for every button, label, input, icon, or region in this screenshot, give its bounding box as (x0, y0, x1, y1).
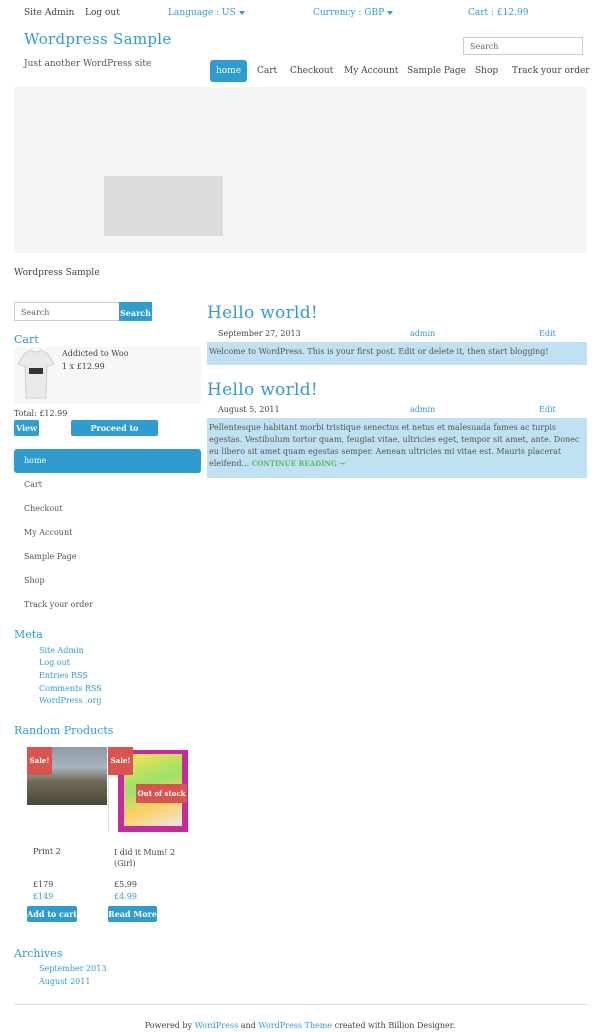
banner-image (104, 176, 223, 236)
nav-item-shop[interactable]: Shop (475, 66, 499, 76)
site-tagline: Just another WordPress site (24, 59, 152, 69)
nav-item-checkout[interactable]: Checkout (290, 66, 334, 76)
post-date[interactable]: September 27, 2013 (218, 329, 301, 338)
random-products-title: Random Products (14, 724, 114, 737)
tshirt-thumbnail[interactable] (16, 348, 56, 400)
nav-item-home[interactable]: home (210, 60, 247, 82)
site-admin-link[interactable]: Site Admin (24, 8, 75, 18)
nav-item-track-order[interactable]: Track your order (512, 66, 590, 76)
post-author[interactable]: admin (410, 405, 436, 414)
post-title[interactable]: Hello world! (207, 380, 319, 400)
archive-link-aug-2011[interactable]: August 2011 (39, 977, 91, 986)
sidebar-search-button[interactable]: Search (119, 302, 152, 321)
meta-widget-title: Meta (14, 628, 43, 641)
breadcrumb: Wordpress Sample (14, 268, 100, 278)
product-price: £149 (33, 892, 54, 901)
footer-divider (14, 1004, 587, 1005)
read-more-button[interactable]: Read More (108, 906, 157, 922)
sidebar-item-checkout[interactable]: Checkout (24, 504, 63, 513)
product-name[interactable]: Print 2 (33, 847, 61, 856)
sale-badge: Sale! (27, 747, 52, 775)
meta-link-entries-rss[interactable]: Entries RSS (39, 671, 88, 680)
meta-link-comments-rss[interactable]: Comments RSS (39, 684, 102, 693)
sidebar-item-track-order[interactable]: Track your order (24, 600, 93, 609)
sidebar-item-shop[interactable]: Shop (24, 576, 45, 585)
add-to-cart-button[interactable]: Add to cart (27, 906, 77, 922)
cart-total-link[interactable]: Cart : £12.99 (468, 8, 529, 18)
nav-item-my-account[interactable]: My Account (344, 66, 399, 76)
sale-badge: Sale! (108, 747, 133, 775)
post-excerpt: Pellentesque habitant morbi tristique senectus et netus et malesuada fames ac turpis egestas. Vestibulum tortor quam, feugiat vitae, ultricies eget, tempor sit amet, ante. Donec eu libero sit amet quam egestas semper. Aenean ultricies mi vitae est. Mauris placerat eleifend... (209, 423, 580, 468)
nav-item-sample-page[interactable]: Sample Page (407, 66, 466, 76)
language-label: Language : US (168, 8, 236, 18)
product-old-price: £179 (33, 880, 54, 889)
sidebar-search-input[interactable]: Search (14, 302, 120, 321)
chevron-down-icon (239, 11, 245, 15)
post-content: Welcome to WordPress. This is your first post. Edit or delete it, then start blogging! (207, 342, 587, 365)
product-old-price: £5.99 (114, 880, 137, 889)
sidebar-item-my-account[interactable]: My Account (24, 528, 73, 537)
post-date[interactable]: August 5, 2011 (218, 405, 280, 414)
chevron-down-icon (387, 11, 393, 15)
logout-link[interactable]: Log out (85, 8, 120, 18)
product-name[interactable]: I did it Mum! 2 (Girl) (114, 848, 176, 868)
footer (0, 1021, 600, 1030)
cart-total: Total: £12.99 (14, 409, 68, 418)
language-selector[interactable] (168, 8, 245, 18)
nav-item-cart[interactable]: Cart (257, 66, 278, 76)
meta-link-logout[interactable]: Log out (39, 658, 70, 667)
cart-item-qty: 1 x £12.99 (62, 362, 105, 371)
post-edit-link[interactable]: Edit (539, 329, 556, 338)
archive-link-sep-2013[interactable]: September 2013 (39, 964, 107, 973)
proceed-to-checkout-button[interactable]: Proceed to Checkout (71, 420, 158, 436)
sidebar-item-home[interactable]: home (14, 449, 201, 473)
footer-created: created with Billion Designer. (332, 1021, 456, 1030)
post-content (207, 418, 587, 478)
cart-item-name[interactable]: Addicted to Woo (62, 349, 129, 358)
currency-selector[interactable] (313, 8, 393, 18)
meta-link-wordpress-org[interactable]: WordPress .org (39, 696, 102, 705)
currency-label: Currency : GBP (313, 8, 385, 18)
main-nav (0, 60, 600, 82)
meta-link-site-admin[interactable]: Site Admin (39, 646, 84, 655)
view-cart-button[interactable]: View (14, 420, 39, 436)
post-author[interactable]: admin (410, 329, 436, 338)
footer-powered-by: Powered by (144, 1021, 195, 1030)
archives-title: Archives (14, 947, 63, 960)
footer-theme-link[interactable]: WordPress Theme (258, 1021, 333, 1030)
header-search-input[interactable]: Search (463, 37, 583, 55)
post-meta (207, 329, 587, 341)
banner (14, 87, 587, 253)
footer-and: and (238, 1021, 259, 1030)
footer-wordpress-link[interactable]: WordPress (194, 1021, 239, 1030)
product-price: £4.99 (114, 892, 137, 901)
post-edit-link[interactable]: Edit (539, 405, 556, 414)
continue-reading-link[interactable]: CONTINUE READING → (251, 459, 346, 468)
post-title[interactable]: Hello world! (207, 303, 319, 323)
cart-widget-title: Cart (14, 333, 39, 346)
site-title[interactable]: Wordpress Sample (24, 30, 172, 48)
sidebar-item-sample-page[interactable]: Sample Page (24, 552, 77, 561)
sidebar-item-cart[interactable]: Cart (24, 480, 42, 489)
out-of-stock-badge: Out of stock (136, 784, 187, 803)
post-meta (207, 405, 587, 417)
